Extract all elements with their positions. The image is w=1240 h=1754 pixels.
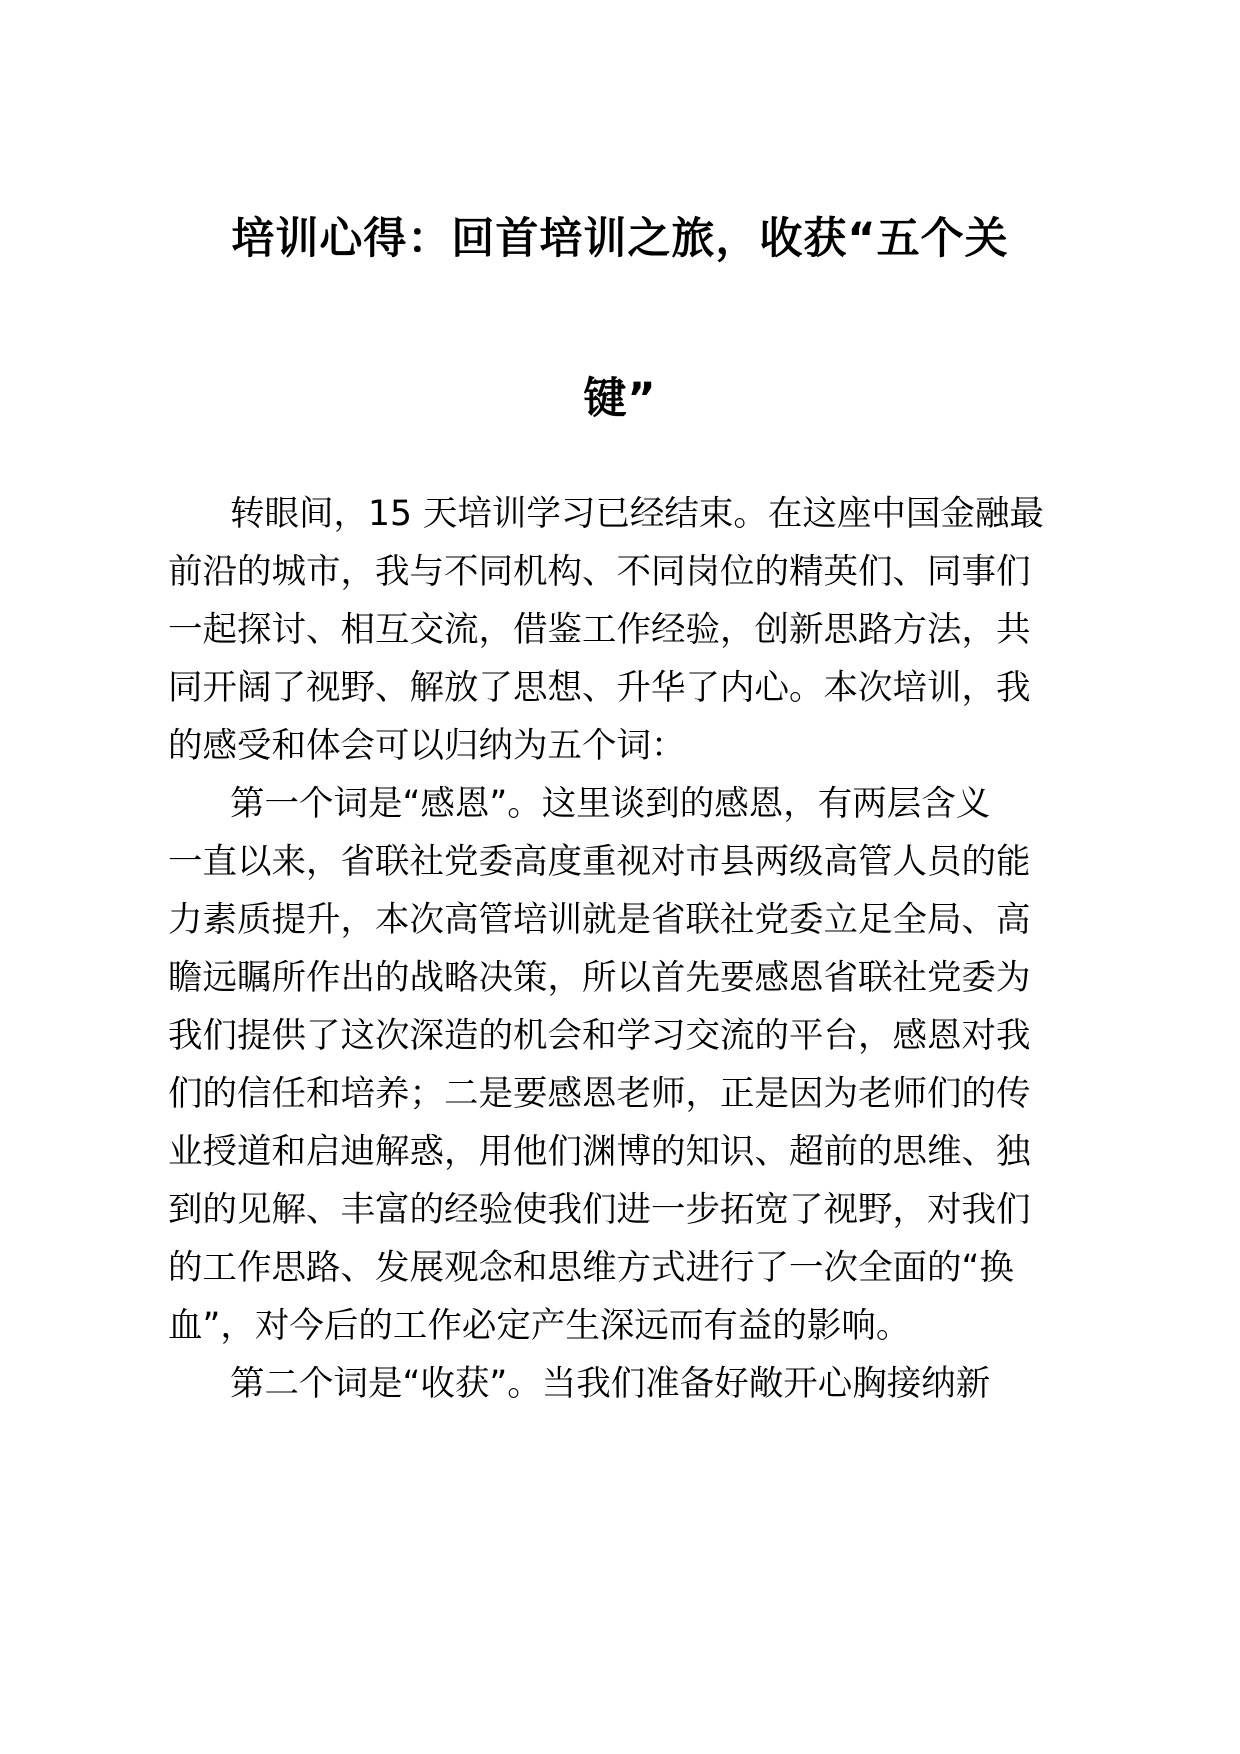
body-line: 血”，对今后的工作必定产生深远而有益的影响。: [168, 1306, 911, 1346]
body-line: 力素质提升，本次高管培训就是省联社党委立足全局、高: [168, 900, 1031, 940]
body-line: 我们提供了这次深造的机会和学习交流的平台，感恩对我: [168, 1016, 1031, 1056]
document-title-line-1: 培训心得：回首培训之旅，收获“五个关: [231, 214, 1009, 264]
body-line: 同开阔了视野、解放了思想、升华了内心。本次培训，我: [168, 668, 1031, 708]
body-line: 第二个词是“收获”。当我们准备好敞开心胸接纳新: [230, 1364, 991, 1404]
body-line: 们的信任和培养；二是要感恩老师，正是因为老师们的传: [168, 1074, 1031, 1114]
body-line: 的感受和体会可以归纳为五个词：: [168, 726, 686, 766]
body-line: 瞻远瞩所作出的战略决策，所以首先要感恩省联社党委为: [168, 958, 1031, 998]
body-line: 一起探讨、相互交流，借鉴工作经验，创新思路方法，共: [168, 610, 1031, 650]
body-line: 转眼间，15 天培训学习已经结束。在这座中国金融最: [230, 494, 1044, 534]
body-line: 业授道和启迪解惑，用他们渊博的知识、超前的思维、独: [168, 1132, 1031, 1172]
body-line: 一直以来，省联社党委高度重视对市县两级高管人员的能: [168, 842, 1031, 882]
body-line: 到的见解、丰富的经验使我们进一步拓宽了视野，对我们: [168, 1190, 1031, 1230]
body-line: 前沿的城市，我与不同机构、不同岗位的精英们、同事们: [168, 552, 1031, 592]
body-line: 的工作思路、发展观念和思维方式进行了一次全面的“换: [168, 1248, 1014, 1288]
document-title-line-2: 键”: [583, 374, 657, 424]
body-line: 第一个词是“感恩”。这里谈到的感恩，有两层含义: [230, 784, 991, 824]
